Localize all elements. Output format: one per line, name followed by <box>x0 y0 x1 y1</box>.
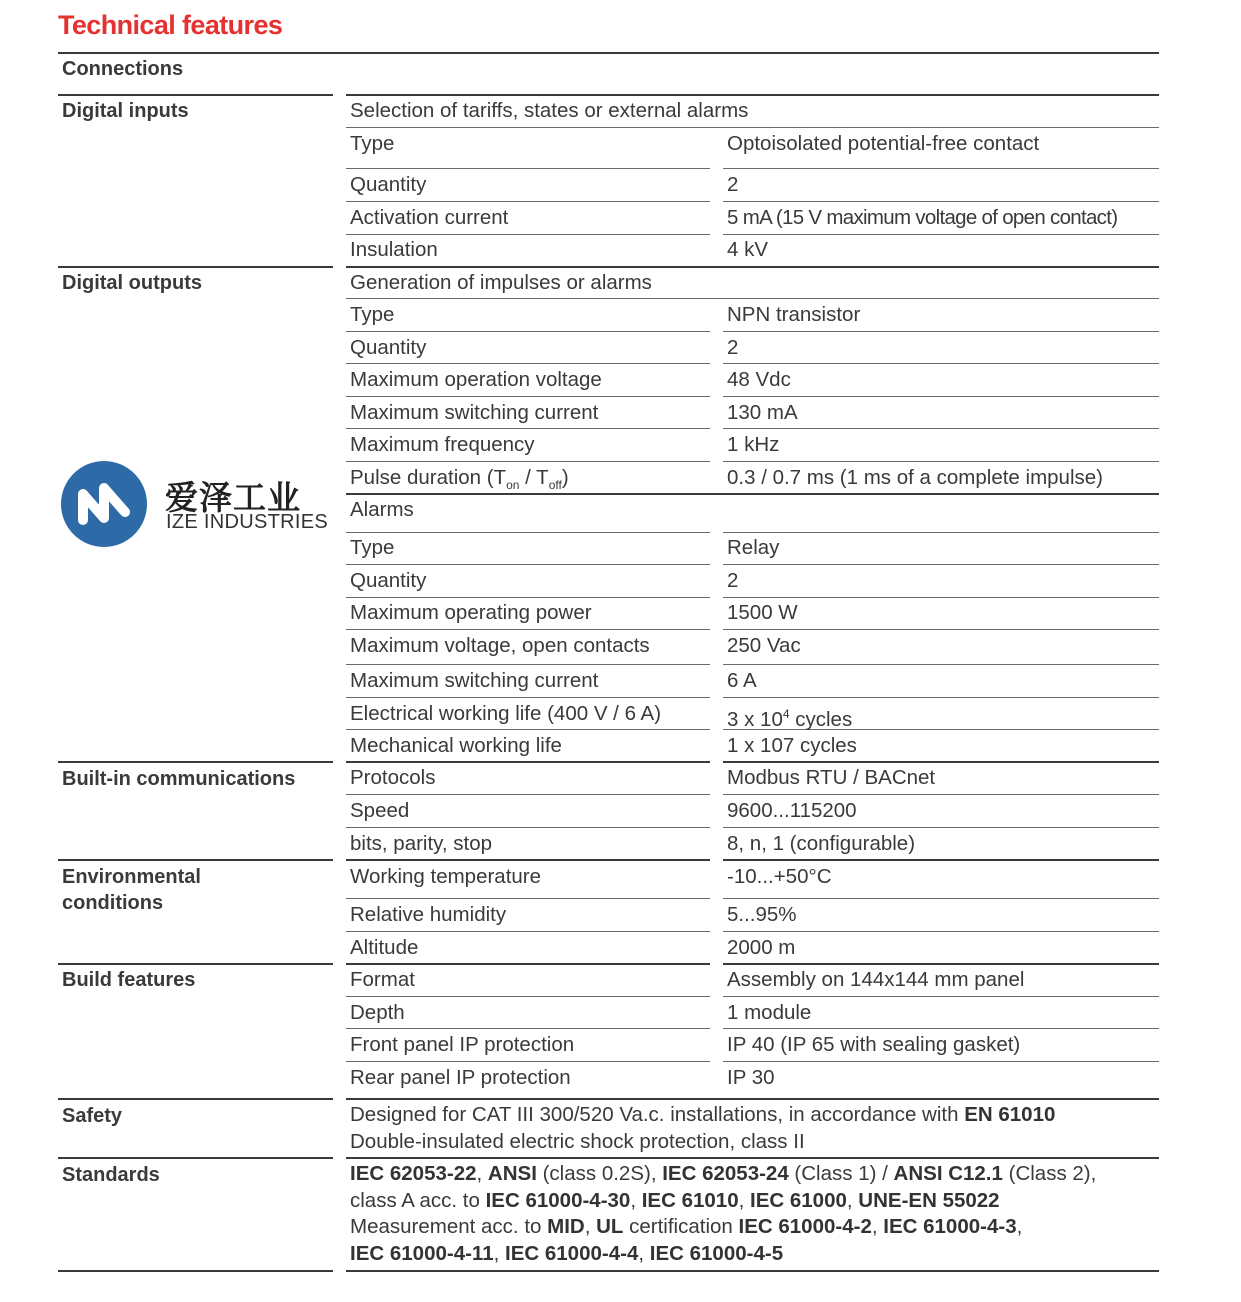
row-rule <box>723 859 1159 861</box>
row-rule <box>346 963 710 965</box>
row-label: Maximum frequency <box>350 433 535 456</box>
row-value: 5 mA (15 V maximum voltage of open contact) <box>727 206 1118 229</box>
row-label: bits, parity, stop <box>350 832 493 855</box>
row-value: 250 Vac <box>727 634 801 657</box>
row-rule <box>723 168 1159 169</box>
row-rule <box>723 996 1159 997</box>
std-text: , <box>630 1189 642 1212</box>
row-rule <box>346 898 710 899</box>
standards-line-4 <box>350 1241 783 1268</box>
standards-line-3 <box>350 1214 1022 1241</box>
std-bold: IEC 61000-4-11 <box>350 1242 494 1265</box>
row-rule <box>723 761 1159 763</box>
std-bold: UL <box>596 1215 624 1238</box>
row-rule <box>723 794 1159 795</box>
std-text: , <box>584 1215 597 1238</box>
row-value: 48 Vdc <box>727 368 791 391</box>
safety-line-2: Double-insulated electric shock protection, class II <box>350 1130 805 1153</box>
left-rule <box>58 1098 333 1100</box>
top-rule <box>58 52 1159 54</box>
std-text: , <box>846 1189 859 1212</box>
row-rule <box>723 963 1159 965</box>
row-value: IP 30 <box>727 1066 775 1089</box>
row-label: Type <box>350 303 395 326</box>
std-bold: IEC 61010 <box>641 1189 739 1212</box>
row-rule <box>723 1061 1159 1062</box>
row-value: 130 mA <box>727 401 798 424</box>
row-value: 1500 W <box>727 601 798 624</box>
std-bold: ANSI <box>487 1162 537 1185</box>
row-label: Type <box>350 132 395 155</box>
ize-industries-logo <box>58 458 338 550</box>
row-rule <box>346 1028 710 1029</box>
std-text: (class 0.2S), <box>536 1162 663 1185</box>
row-rule <box>346 996 710 997</box>
std-text: certification <box>623 1215 739 1238</box>
standards-line-2 <box>350 1188 1000 1215</box>
row-label: Quantity <box>350 569 427 592</box>
row-label: Selection of tariffs, states or external alarms <box>350 99 749 122</box>
left-rule <box>58 761 333 763</box>
ize-logo-icon <box>58 458 150 550</box>
std-bold: IEC 61000-4-5 <box>649 1242 784 1265</box>
section-builtin-communications: Built-in communications <box>62 768 296 790</box>
row-rule <box>346 1061 710 1062</box>
row-value: 2 <box>727 173 739 196</box>
row-label: Rear panel IP protection <box>350 1066 571 1089</box>
row-rule <box>346 396 710 397</box>
left-rule <box>58 266 333 268</box>
row-value: 1 x 107 cycles <box>727 734 857 757</box>
row-value: 6 A <box>727 669 757 692</box>
logo-chinese-name: 爱泽工业 <box>165 478 301 517</box>
row-value: 9600...115200 <box>727 799 857 822</box>
row-value: Optoisolated potential-free contact <box>727 132 1040 155</box>
row-label: Alarms <box>350 498 414 521</box>
std-text: , <box>493 1242 506 1265</box>
safety-standard: EN 61010 <box>964 1103 1056 1126</box>
row-rule <box>346 1270 1159 1272</box>
row-rule <box>346 532 710 533</box>
row-label: Protocols <box>350 766 436 789</box>
row-rule <box>346 629 710 630</box>
row-rule <box>723 827 1159 828</box>
separator: / T <box>519 466 549 489</box>
row-label: Mechanical working life <box>350 734 562 757</box>
std-text: , <box>1016 1215 1023 1238</box>
row-rule <box>723 363 1159 364</box>
row-rule <box>346 931 710 932</box>
row-value: 2 <box>727 336 739 359</box>
row-value: 4 kV <box>727 238 769 261</box>
row-rule <box>346 597 710 598</box>
row-rule <box>346 234 710 235</box>
std-text: , <box>638 1242 650 1265</box>
std-text: (Class 2), <box>1002 1162 1097 1185</box>
section-digital-outputs: Digital outputs <box>62 272 202 294</box>
std-bold: IEC 62053-24 <box>662 1162 789 1185</box>
row-label: Quantity <box>350 173 427 196</box>
row-rule <box>346 664 710 665</box>
std-bold: UNE-EN 55022 <box>858 1189 1000 1212</box>
std-bold: IEC 61000 <box>750 1189 847 1212</box>
std-text: Measurement acc. to <box>350 1215 548 1238</box>
row-rule <box>346 697 710 698</box>
row-value: 3 x 10 <box>727 707 783 731</box>
std-bold: IEC 61000-4-2 <box>738 1215 872 1238</box>
safety-line-1 <box>350 1102 1055 1129</box>
pulse-duration-label <box>350 466 569 497</box>
row-label: Maximum operation voltage <box>350 368 602 391</box>
std-text: class A acc. to <box>350 1189 486 1212</box>
row-rule <box>346 298 1159 299</box>
std-bold: IEC 61000-4-4 <box>505 1242 639 1265</box>
row-value: 2000 m <box>727 936 796 959</box>
row-label: Maximum switching current <box>350 401 599 424</box>
row-rule <box>346 461 710 462</box>
unit: cycles <box>789 707 853 731</box>
row-rule <box>723 532 1159 533</box>
left-rule <box>58 859 333 861</box>
row-rule <box>346 201 710 202</box>
std-bold: IEC 61000-4-3 <box>883 1215 1017 1238</box>
section-connections: Connections <box>62 58 184 80</box>
row-label: Maximum switching current <box>350 669 599 692</box>
row-rule <box>346 1098 1159 1100</box>
row-rule <box>346 827 710 828</box>
row-value: Assembly on 144x144 mm panel <box>727 968 1025 991</box>
row-value: 0.3 / 0.7 ms (1 ms of a complete impulse) <box>727 466 1103 489</box>
section-build-features: Build features <box>62 969 196 991</box>
row-value: 1 module <box>727 1001 812 1024</box>
row-label: Relative humidity <box>350 903 507 926</box>
row-value: Relay <box>727 536 780 559</box>
exponent: 4 <box>782 707 790 721</box>
left-rule <box>58 1270 333 1272</box>
row-label: Maximum operating power <box>350 601 592 624</box>
row-rule <box>723 428 1159 429</box>
row-rule <box>346 127 1159 128</box>
standards-line-1 <box>350 1161 1096 1188</box>
section-digital-inputs: Digital inputs <box>62 100 189 122</box>
row-label: Quantity <box>350 336 427 359</box>
row-rule <box>346 94 1159 96</box>
row-label: Maximum voltage, open contacts <box>350 634 650 657</box>
row-value: 5...95% <box>727 903 797 926</box>
std-bold: MID <box>547 1215 585 1238</box>
row-rule <box>723 629 1159 630</box>
subscript-off: off <box>548 478 562 493</box>
left-rule <box>58 94 333 96</box>
row-label: Activation current <box>350 206 509 229</box>
row-rule <box>723 697 1159 698</box>
row-rule <box>346 859 710 861</box>
row-value: Modbus RTU / BACnet <box>727 766 936 789</box>
row-rule <box>723 234 1159 235</box>
section-environmental-conditions: Environmental conditions <box>62 866 201 914</box>
row-rule <box>346 428 710 429</box>
std-bold: ANSI C12.1 <box>893 1162 1003 1185</box>
row-label: Insulation <box>350 238 438 261</box>
row-label: Speed <box>350 799 410 822</box>
std-text: (Class 1) / <box>788 1162 894 1185</box>
row-rule <box>346 729 710 730</box>
row-label: Depth <box>350 1001 405 1024</box>
row-label: Pulse duration (T <box>350 466 507 489</box>
page-title: Technical features <box>58 10 283 40</box>
row-rule <box>346 168 710 169</box>
electrical-life-value <box>727 702 852 732</box>
row-rule <box>723 898 1159 899</box>
row-rule <box>723 564 1159 565</box>
row-label: Generation of impulses or alarms <box>350 271 652 294</box>
row-rule <box>346 331 710 332</box>
row-value: NPN transistor <box>727 303 861 326</box>
row-label: Type <box>350 536 395 559</box>
row-rule <box>723 597 1159 598</box>
row-label: Working temperature <box>350 865 542 888</box>
std-text: , <box>871 1215 884 1238</box>
subscript-on: on <box>506 478 520 493</box>
std-bold: IEC 62053-22 <box>350 1162 477 1185</box>
row-rule <box>723 461 1159 462</box>
row-rule <box>723 1028 1159 1029</box>
section-safety: Safety <box>62 1105 123 1127</box>
row-rule <box>346 1157 1159 1159</box>
row-value: 1 kHz <box>727 433 780 456</box>
row-rule <box>346 794 710 795</box>
row-rule <box>346 564 710 565</box>
left-rule <box>58 963 333 965</box>
row-value: -10...+50°C <box>727 865 832 888</box>
row-value: 8, n, 1 (configurable) <box>727 832 916 855</box>
row-rule <box>723 396 1159 397</box>
std-text: , <box>476 1162 488 1185</box>
row-value: IP 40 (IP 65 with sealing gasket) <box>727 1033 1021 1056</box>
left-rule <box>58 1157 333 1159</box>
logo-english-name: IZE INDUSTRIES <box>166 511 328 533</box>
row-rule <box>346 761 710 763</box>
row-rule <box>723 331 1159 332</box>
row-rule <box>723 931 1159 932</box>
close-paren: ) <box>561 466 569 489</box>
row-rule <box>346 266 1159 268</box>
row-label: Altitude <box>350 936 419 959</box>
section-standards: Standards <box>62 1164 160 1186</box>
row-rule <box>723 664 1159 665</box>
row-rule <box>346 363 710 364</box>
row-rule <box>723 201 1159 202</box>
std-text: , <box>738 1189 751 1212</box>
row-value: 2 <box>727 569 739 592</box>
std-bold: IEC 61000-4-30 <box>485 1189 631 1212</box>
row-label: Electrical working life (400 V / 6 A) <box>350 702 662 725</box>
safety-text: Designed for CAT III 300/520 Va.c. installations, in accordance with <box>350 1103 965 1126</box>
row-label: Front panel IP protection <box>350 1033 575 1056</box>
row-label: Format <box>350 968 415 991</box>
